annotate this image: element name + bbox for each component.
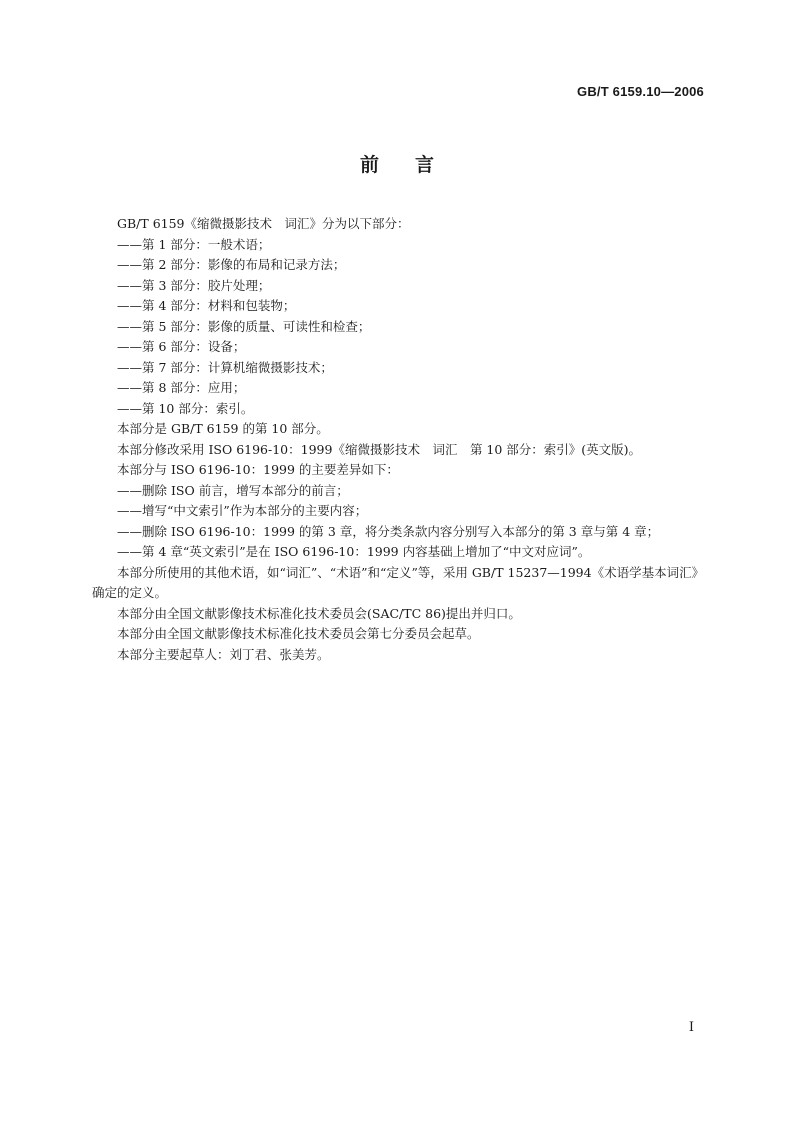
part-list-item: ——第 4 部分：材料和包装物；: [117, 298, 296, 313]
part-list-item: ——第 8 部分：应用；: [117, 380, 246, 395]
this-part-paragraph: 本部分是 GB/T 6159 的第 10 部分。: [117, 421, 329, 436]
part-list-item: ——第 3 部分：胶片处理；: [117, 277, 271, 293]
difference-list-item: ——增写“中文索引”作为本部分的主要内容；: [117, 503, 368, 518]
document-code: GB/T 6159.10—2006: [577, 84, 704, 99]
terms-paragraph: 本部分所使用的其他术语，如“词汇”、“术语”和“定义”等，采用 GB/T 15237—1994《术语学基本词汇》确定的定义。: [92, 564, 698, 600]
difference-list-item: ——删除 ISO 6196-10：1999 的第 3 章，将分类条款内容分别写入本部分的第 3 章与第 4 章；: [117, 523, 660, 539]
part-list-item: ——第 10 部分：索引。: [117, 400, 254, 416]
foreword-body: [92, 214, 704, 665]
intro-paragraph: GB/T 6159《缩微摄影技术 词汇》分为以下部分：: [117, 216, 410, 231]
page-number: I: [688, 1020, 694, 1035]
part-list-item: ——第 1 部分：一般术语；: [117, 236, 271, 252]
drafted-paragraph: 本部分由全国文献影像技术标准化技术委员会第七分委员会起草。: [117, 626, 480, 641]
part-list-item: ——第 2 部分：影像的布局和记录方法；: [117, 257, 346, 272]
part-list-item: ——第 5 部分：影像的质量、可读性和检查；: [117, 318, 371, 334]
drafters-paragraph: 本部分主要起草人：刘丁君、张美芳。: [117, 646, 330, 662]
differences-intro-paragraph: 本部分与 ISO 6196-10：1999 的主要差异如下：: [117, 462, 399, 477]
proposed-paragraph: 本部分由全国文献影像技术标准化技术委员会(SAC/TC 86)提出并归口。: [117, 605, 521, 621]
difference-list-item: ——第 4 章“英文索引”是在 ISO 6196-10：1999 内容基础上增加了“中文对应词”。: [117, 544, 591, 559]
part-list-item: ——第 6 部分：设备；: [117, 339, 246, 354]
modified-adoption-paragraph: 本部分修改采用 ISO 6196-10：1999《缩微摄影技术 词汇 第 10 部分：索引》(英文版)。: [117, 441, 642, 457]
difference-list-item: ——删除 ISO 前言，增写本部分的前言；: [117, 482, 349, 498]
page-title: 前言: [359, 154, 470, 176]
part-list-item: ——第 7 部分：计算机缩微摄影技术；: [117, 359, 333, 375]
